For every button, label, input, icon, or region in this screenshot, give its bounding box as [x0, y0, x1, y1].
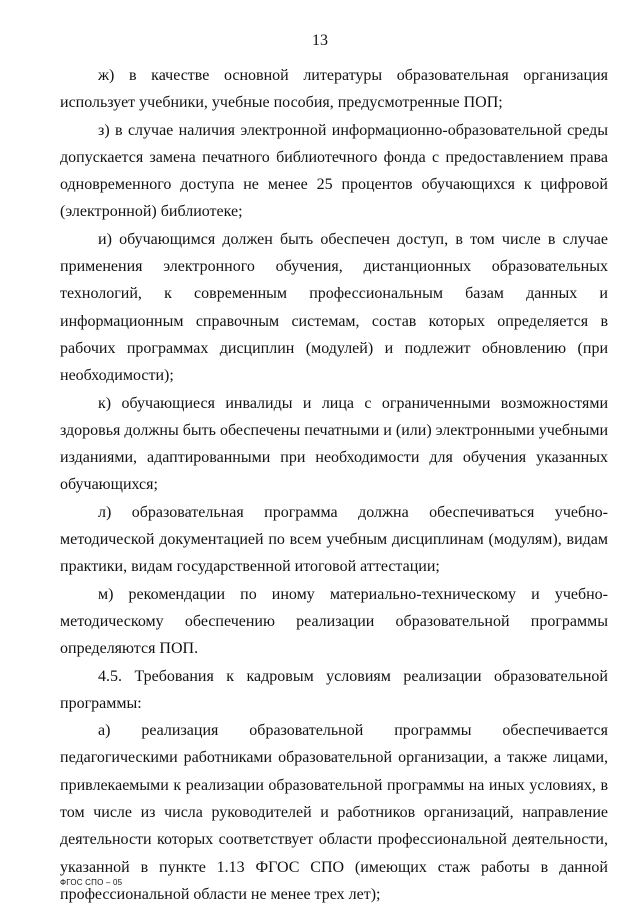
document-body [60, 62, 608, 908]
paragraph-a: а) реализация образовательной программы обеспечивается педагогическими работниками образовательной организации, а также лицами, привлекаемыми к реализации образовательной программы на иных условиях, в том числе из числа руководителей и работников организаций, направление деятельности которых соответствует области профессиональной деятельности, указанной в пункте 1.13 ФГОС СПО (имеющих стаж работы в данной профессиональной области не менее трех лет); [60, 722, 608, 903]
paragraph-k: к) обучающиеся инвалиды и лица с ограниченными возможностями здоровья должны быть обеспечены печатными и (или) электронными учебными изданиями, адаптированными при необходимости для обучения указанных обучающихся; [60, 394, 608, 494]
paragraph-z: з) в случае наличия электронной информационно-образовательной среды допускается замена печатного библиотечного фонда с предоставлением права одновременного доступа не менее 25 процентов обучающихся к цифровой (электронной) библиотеке; [60, 121, 608, 221]
paragraph-i: и) обучающимся должен быть обеспечен доступ, в том числе в случае применения электронного обучения, дистанционных образовательных технологий, к современным профессиональным базам данных и информационным справочным системам, состав которых определяется в рабочих программах дисциплин (модулей) и подлежит обновлению (при необходимости); [60, 230, 608, 385]
section-heading-4-5: 4.5. Требования к кадровым условиям реализации образовательной программы: [60, 667, 608, 712]
paragraph-l: л) образовательная программа должна обеспечиваться учебно-методической документацией по всем учебным дисциплинам (модулям), видам практики, видам государственной итоговой аттестации; [60, 503, 608, 576]
page-footer: ФГОС СПО – 05 [60, 878, 123, 887]
paragraph-m: м) рекомендации по иному материально-техническому и учебно-методическому обеспечению реализации образовательной программы определяются ПОП. [60, 585, 608, 658]
page-number: 13 [312, 32, 328, 49]
paragraph-zh: ж) в качестве основной литературы образовательная организация использует учебники, учебные пособия, предусмотренные ПОП; [60, 67, 608, 112]
